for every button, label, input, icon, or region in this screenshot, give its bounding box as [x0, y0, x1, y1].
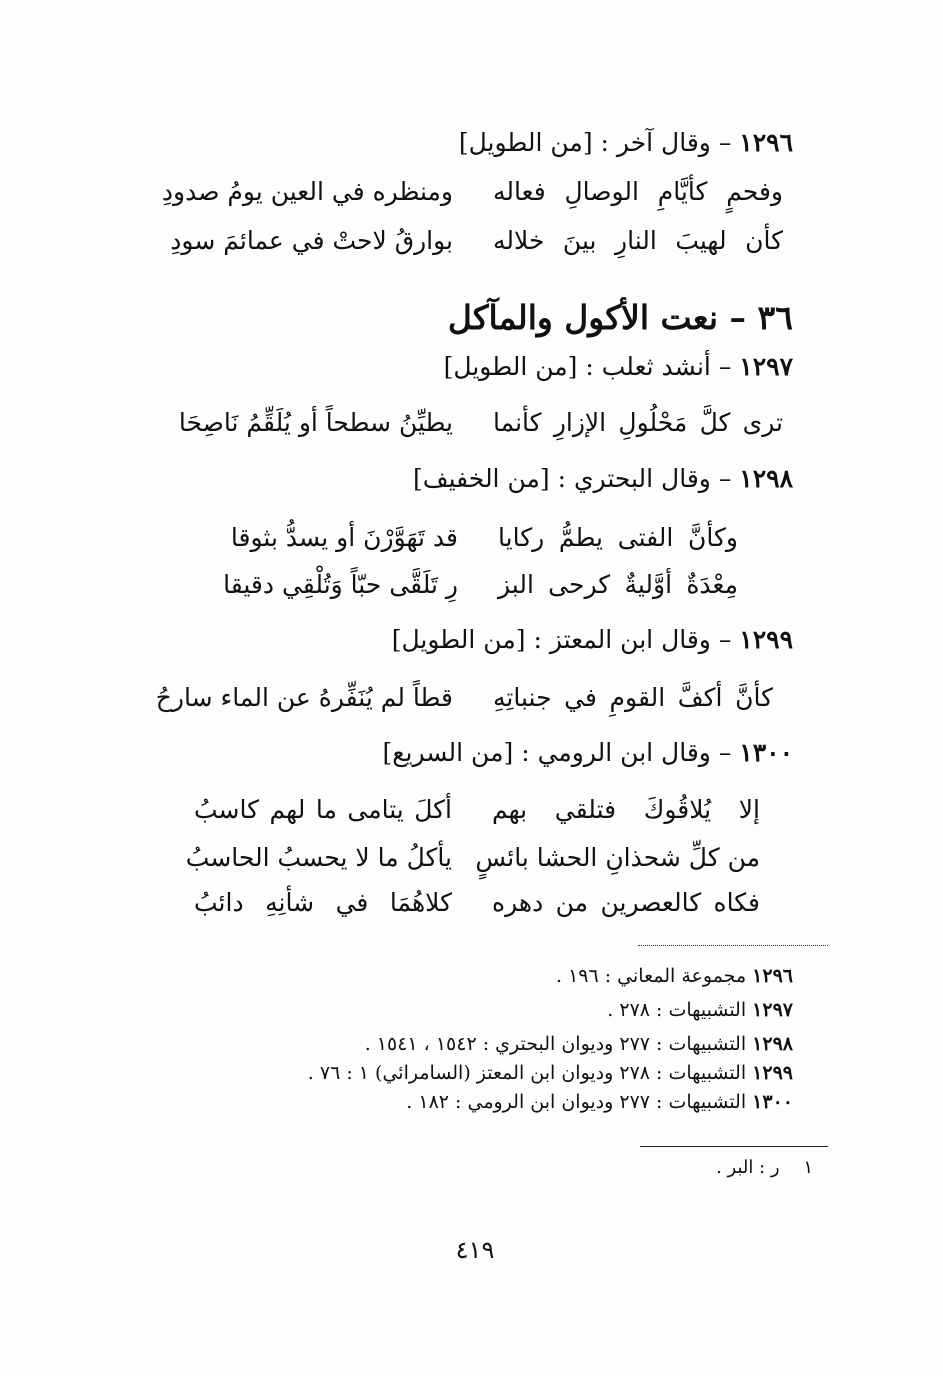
entry-number: ١٢٩٨: [739, 464, 793, 493]
footnote-number: ١٢٩٨: [752, 1033, 793, 1055]
footnote-number: ١٣٠٠: [752, 1091, 793, 1113]
verse-first-hemistich: وكأنَّ الفتى يطمُّ ركايا: [498, 523, 738, 552]
entry-intro: وقال آخر :: [600, 128, 711, 157]
verse-line: [161, 177, 783, 206]
verse-first-hemistich: إلا يُلاقُوكَ فتلقي بهم: [492, 795, 760, 824]
entry-number: ١٢٩٩: [739, 625, 793, 654]
footnote-separator: [638, 945, 828, 946]
footnote-text: التشبيهات : ٢٧٧ وديوان البحتري : ١٥٤٢ ، ١٥٤١ .: [364, 1033, 747, 1055]
meter-label: [من الطويل]: [391, 625, 526, 654]
entry-heading: ١٣٠٠ – وقال ابن الرومي : [من السريع]: [382, 738, 793, 767]
footnote: [556, 965, 793, 987]
verse-first-hemistich: كأن لهيبَ النارِ بينَ خلاله: [493, 226, 783, 255]
section-heading: ٣٦ – نعت الأكول والمآكل: [447, 298, 793, 337]
verse-second-hemistich: أكلَ يتامى ما لهم كاسبُ: [194, 795, 452, 824]
verse-line: [230, 523, 738, 552]
meter-label: [من الطويل]: [443, 352, 578, 381]
section-number: ٣٦: [757, 298, 793, 337]
verse-second-hemistich: يأكلُ ما لا يحسبُ الحاسبُ: [185, 843, 452, 872]
verse-second-hemistich: يطيِّنُ سطحاً أو يُلَقِّمُ نَاصِحَا: [178, 408, 453, 437]
verse-line: [194, 888, 760, 917]
verse-line: [223, 570, 738, 599]
meter-label: [من السريع]: [382, 738, 514, 767]
meter-label: [من الطويل]: [458, 128, 593, 157]
entry-intro: أنشد ثعلب :: [585, 352, 711, 381]
footnote-number: ١٢٩٦: [752, 965, 793, 987]
textual-note-separator: [640, 1146, 828, 1147]
footnote-text: التشبيهات : ٢٧٨ .: [607, 999, 747, 1021]
footnote: [308, 1062, 793, 1084]
entry-number: ١٢٩٧: [739, 352, 793, 381]
entry-number: ١٣٠٠: [739, 738, 793, 767]
verse-first-hemistich: ترى كلَّ مَحْلُولِ الإزارِ كأنما: [493, 408, 783, 437]
verse-first-hemistich: فكاه كالعصرين من دهره: [492, 888, 760, 917]
entry-intro: وقال ابن المعتز :: [533, 625, 711, 654]
verse-line: [170, 226, 783, 255]
page-number: ٤١٩: [455, 1236, 495, 1264]
verse-second-hemistich: قطاً لم يُنَفِّرهُ عن الماء سارحُ: [155, 683, 453, 712]
entry-heading: ١٢٩٨ – وقال البحتري : [من الخفيف]: [412, 464, 793, 493]
footnote: [406, 1091, 793, 1113]
verse-second-hemistich: بوارقُ لاحتْ في عمائمَ سودِ: [170, 226, 453, 255]
verse-first-hemistich: كأنَّ أكفَّ القومِ في جنباتِهِ: [493, 683, 773, 712]
verse-first-hemistich: مِعْدَةٌ أوَّليةٌ كرحى البز: [498, 570, 738, 599]
meter-label: [من الخفيف]: [412, 464, 550, 493]
note-text: ر : البر .: [716, 1157, 780, 1178]
verse-second-hemistich: رِ تَلَقَّى حبّاً وَتُلْقِي دقيقا: [223, 570, 458, 599]
footnote-text: مجموعة المعاني : ١٩٦ .: [555, 965, 747, 987]
verse-second-hemistich: ومنظره في العين يومُ صدودِ: [161, 177, 453, 206]
verse-second-hemistich: قد تَهَوَّرْنَ أو يسدُّ بثوقا: [230, 523, 458, 552]
entry-intro: وقال ابن الرومي :: [521, 738, 711, 767]
entry-heading: ١٢٩٧ – أنشد ثعلب : [من الطويل]: [443, 352, 793, 381]
verse-line: [194, 795, 760, 824]
footnote-text: التشبيهات : ٢٧٨ وديوان ابن المعتز (السامرائي) ١ : ٧٦ .: [307, 1062, 747, 1084]
footnote: [365, 1033, 793, 1055]
entry-heading: ١٢٩٩ – وقال ابن المعتز : [من الطويل]: [391, 625, 793, 654]
verse-line: [178, 408, 783, 437]
note-marker: ١: [803, 1157, 813, 1178]
verse-first-hemistich: من كلِّ شحذانِ الحشا بائسٍ: [475, 843, 760, 872]
entry-heading: ١٢٩٦ – وقال آخر : [من الطويل]: [458, 128, 793, 157]
footnote-number: ١٢٩٧: [752, 999, 793, 1021]
verse-line: [155, 683, 773, 712]
verse-line: [185, 843, 760, 872]
footnote: [607, 999, 793, 1021]
textual-note: [716, 1157, 813, 1178]
entry-intro: وقال البحتري :: [557, 464, 711, 493]
verse-second-hemistich: كلاهُمَا في شأنِهِ دائبُ: [194, 888, 452, 917]
entry-number: ١٢٩٦: [739, 128, 793, 157]
footnote-number: ١٢٩٩: [752, 1062, 793, 1084]
verse-first-hemistich: وفحمٍ كأيَّامِ الوصالِ فعاله: [493, 177, 783, 206]
footnote-text: التشبيهات : ٢٧٧ وديوان ابن الرومي : ١٨٢ .: [406, 1091, 747, 1113]
section-title: نعت الأكول والمآكل: [447, 298, 719, 337]
